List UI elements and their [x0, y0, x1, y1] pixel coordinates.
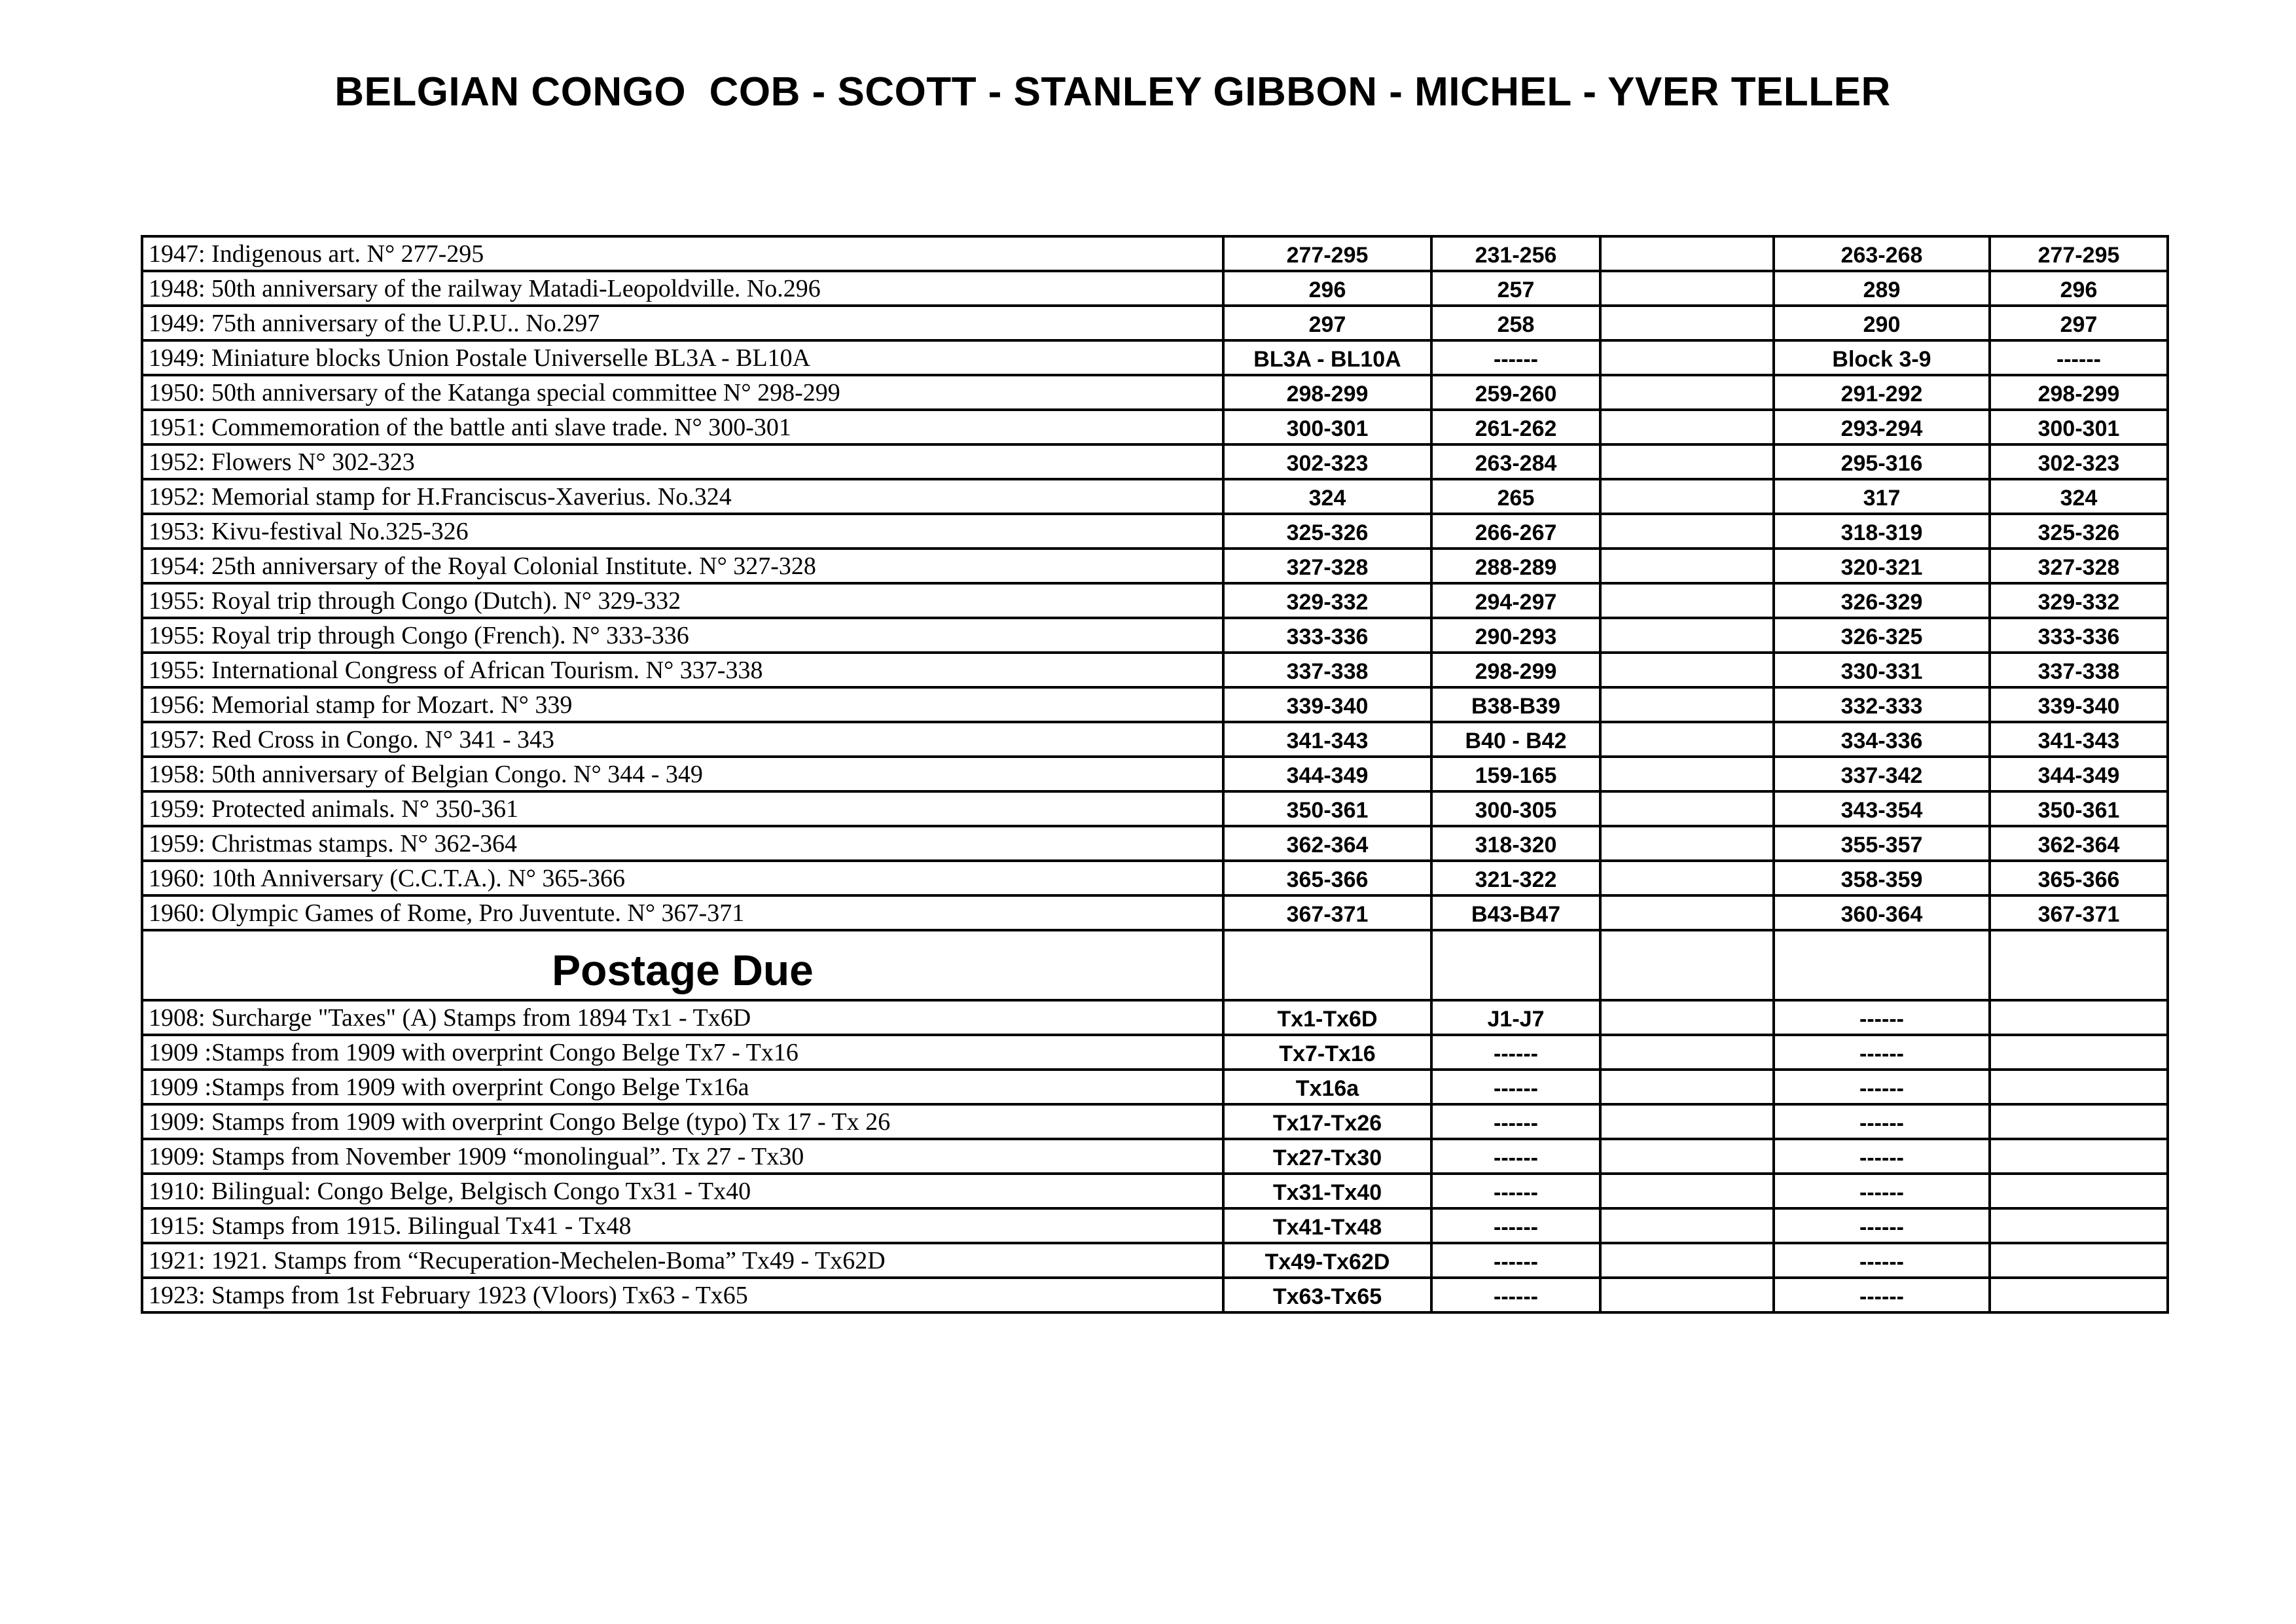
- table-row: [142, 1139, 2168, 1174]
- issue-description: 1909: Stamps from November 1909 “monolingual”. Tx 27 - Tx30: [142, 1139, 1223, 1174]
- michel-number: 337-342: [1774, 757, 1990, 791]
- table-row: [142, 236, 2168, 271]
- yvert-number: 302-323: [1990, 444, 2168, 479]
- table-row: [142, 583, 2168, 618]
- issue-description: 1954: 25th anniversary of the Royal Colonial Institute. N° 327-328: [142, 549, 1223, 583]
- issue-description: 1909: Stamps from 1909 with overprint Congo Belge (typo) Tx 17 - Tx 26: [142, 1104, 1223, 1139]
- section-header-row: [142, 930, 2168, 1000]
- michel-number: ------: [1774, 1000, 1990, 1035]
- yvert-number: 298-299: [1990, 375, 2168, 410]
- stanley-gibbon-number: [1600, 1035, 1774, 1070]
- yvert-number: 324: [1990, 479, 2168, 514]
- yvert-number: 344-349: [1990, 757, 2168, 791]
- page-title: BELGIAN CONGO COB - SCOTT - STANLEY GIBBON - MICHEL - YVER TELLER: [334, 69, 1891, 115]
- table-row: [142, 757, 2168, 791]
- issue-description: 1949: 75th anniversary of the U.P.U.. No.297: [142, 306, 1223, 340]
- cob-number: BL3A - BL10A: [1223, 340, 1431, 375]
- michel-number: 320-321: [1774, 549, 1990, 583]
- table-row: [142, 479, 2168, 514]
- michel-number: Block 3-9: [1774, 340, 1990, 375]
- michel-number: 332-333: [1774, 687, 1990, 722]
- michel-number: ------: [1774, 1070, 1990, 1104]
- michel-number: 290: [1774, 306, 1990, 340]
- cob-number: Tx17-Tx26: [1223, 1104, 1431, 1139]
- michel-number: ------: [1774, 1139, 1990, 1174]
- issue-description: 1915: Stamps from 1915. Bilingual Tx41 - Tx48: [142, 1208, 1223, 1243]
- stanley-gibbon-number: [1600, 444, 1774, 479]
- michel-number: 289: [1774, 271, 1990, 306]
- issue-description: 1959: Christmas stamps. N° 362-364: [142, 826, 1223, 861]
- stanley-gibbon-number: [1600, 410, 1774, 444]
- scott-number: 290-293: [1431, 618, 1600, 653]
- stanley-gibbon-number: [1600, 1104, 1774, 1139]
- stanley-gibbon-number: [1600, 791, 1774, 826]
- yvert-number: [1990, 1035, 2168, 1070]
- stanley-gibbon-number: [1600, 1000, 1774, 1035]
- cob-number: Tx49-Tx62D: [1223, 1243, 1431, 1278]
- yvert-number: [1990, 1104, 2168, 1139]
- cob-number: 329-332: [1223, 583, 1431, 618]
- scott-number: ------: [1431, 1174, 1600, 1208]
- issue-description: 1960: Olympic Games of Rome, Pro Juventute. N° 367-371: [142, 895, 1223, 930]
- stanley-gibbon-number: [1600, 583, 1774, 618]
- table-row: [142, 1035, 2168, 1070]
- stanley-gibbon-number: [1600, 687, 1774, 722]
- scott-number: ------: [1431, 1243, 1600, 1278]
- yvert-number: [1990, 1174, 2168, 1208]
- table-row: [142, 549, 2168, 583]
- empty-cell: [1431, 930, 1600, 1000]
- issue-description: 1923: Stamps from 1st February 1923 (Vloors) Tx63 - Tx65: [142, 1278, 1223, 1312]
- table-row: [142, 653, 2168, 687]
- yvert-number: [1990, 1139, 2168, 1174]
- scott-number: 263-284: [1431, 444, 1600, 479]
- table-row: [142, 271, 2168, 306]
- michel-number: 334-336: [1774, 722, 1990, 757]
- scott-number: 266-267: [1431, 514, 1600, 549]
- cob-number: 333-336: [1223, 618, 1431, 653]
- empty-cell: [1990, 930, 2168, 1000]
- issue-description: 1953: Kivu-festival No.325-326: [142, 514, 1223, 549]
- michel-number: 326-325: [1774, 618, 1990, 653]
- yvert-number: 350-361: [1990, 791, 2168, 826]
- cob-number: 277-295: [1223, 236, 1431, 271]
- stanley-gibbon-number: [1600, 306, 1774, 340]
- scott-number: ------: [1431, 340, 1600, 375]
- michel-number: 293-294: [1774, 410, 1990, 444]
- table-row: [142, 895, 2168, 930]
- cob-number: 339-340: [1223, 687, 1431, 722]
- cob-number: 362-364: [1223, 826, 1431, 861]
- yvert-number: [1990, 1070, 2168, 1104]
- stanley-gibbon-number: [1600, 271, 1774, 306]
- cob-number: Tx16a: [1223, 1070, 1431, 1104]
- michel-number: 330-331: [1774, 653, 1990, 687]
- issue-description: 1960: 10th Anniversary (C.C.T.A.). N° 365-366: [142, 861, 1223, 895]
- michel-number: 355-357: [1774, 826, 1990, 861]
- scott-number: 298-299: [1431, 653, 1600, 687]
- scott-number: 300-305: [1431, 791, 1600, 826]
- yvert-number: 296: [1990, 271, 2168, 306]
- issue-description: 1948: 50th anniversary of the railway Matadi-Leopoldville. No.296: [142, 271, 1223, 306]
- yvert-number: 339-340: [1990, 687, 2168, 722]
- scott-number: 261-262: [1431, 410, 1600, 444]
- table-row: [142, 1208, 2168, 1243]
- stanley-gibbon-number: [1600, 1208, 1774, 1243]
- scott-number: 321-322: [1431, 861, 1600, 895]
- issue-description: 1909 :Stamps from 1909 with overprint Congo Belge Tx16a: [142, 1070, 1223, 1104]
- table-row: [142, 410, 2168, 444]
- empty-cell: [1600, 930, 1774, 1000]
- michel-number: 326-329: [1774, 583, 1990, 618]
- scott-number: ------: [1431, 1104, 1600, 1139]
- yvert-number: 297: [1990, 306, 2168, 340]
- stanley-gibbon-number: [1600, 514, 1774, 549]
- stanley-gibbon-number: [1600, 722, 1774, 757]
- michel-number: 317: [1774, 479, 1990, 514]
- stanley-gibbon-number: [1600, 1070, 1774, 1104]
- table-row: [142, 1174, 2168, 1208]
- table-row: [142, 618, 2168, 653]
- issue-description: 1959: Protected animals. N° 350-361: [142, 791, 1223, 826]
- cob-number: 300-301: [1223, 410, 1431, 444]
- scott-number: 159-165: [1431, 757, 1600, 791]
- scott-number: 257: [1431, 271, 1600, 306]
- stanley-gibbon-number: [1600, 340, 1774, 375]
- stanley-gibbon-number: [1600, 1243, 1774, 1278]
- table-row: [142, 791, 2168, 826]
- yvert-number: 365-366: [1990, 861, 2168, 895]
- issue-description: 1921: 1921. Stamps from “Recuperation-Mechelen-Boma” Tx49 - Tx62D: [142, 1243, 1223, 1278]
- scott-number: 259-260: [1431, 375, 1600, 410]
- michel-number: ------: [1774, 1208, 1990, 1243]
- cob-number: 367-371: [1223, 895, 1431, 930]
- scott-number: 265: [1431, 479, 1600, 514]
- cob-number: Tx63-Tx65: [1223, 1278, 1431, 1312]
- cob-number: Tx1-Tx6D: [1223, 1000, 1431, 1035]
- issue-description: 1908: Surcharge "Taxes" (A) Stamps from 1894 Tx1 - Tx6D: [142, 1000, 1223, 1035]
- issue-description: 1951: Commemoration of the battle anti slave trade. N° 300-301: [142, 410, 1223, 444]
- yvert-number: 341-343: [1990, 722, 2168, 757]
- stanley-gibbon-number: [1600, 1174, 1774, 1208]
- table-row: [142, 1278, 2168, 1312]
- issue-description: 1950: 50th anniversary of the Katanga special committee N° 298-299: [142, 375, 1223, 410]
- yvert-number: 337-338: [1990, 653, 2168, 687]
- scott-number: 231-256: [1431, 236, 1600, 271]
- stanley-gibbon-number: [1600, 549, 1774, 583]
- yvert-number: 329-332: [1990, 583, 2168, 618]
- cob-number: 296: [1223, 271, 1431, 306]
- michel-number: ------: [1774, 1104, 1990, 1139]
- cob-number: 350-361: [1223, 791, 1431, 826]
- empty-cell: [1774, 930, 1990, 1000]
- scott-number: 288-289: [1431, 549, 1600, 583]
- scott-number: ------: [1431, 1278, 1600, 1312]
- postage-due-header: [142, 930, 2168, 1000]
- issue-description: 1955: Royal trip through Congo (French). N° 333-336: [142, 618, 1223, 653]
- yvert-number: [1990, 1278, 2168, 1312]
- scott-number: B43-B47: [1431, 895, 1600, 930]
- cob-number: 298-299: [1223, 375, 1431, 410]
- postage-due-section: [142, 1000, 2168, 1312]
- stanley-gibbon-number: [1600, 895, 1774, 930]
- cob-number: 324: [1223, 479, 1431, 514]
- michel-number: ------: [1774, 1035, 1990, 1070]
- yvert-number: [1990, 1000, 2168, 1035]
- table-row: [142, 826, 2168, 861]
- scott-number: ------: [1431, 1035, 1600, 1070]
- yvert-number: [1990, 1208, 2168, 1243]
- scott-number: B38-B39: [1431, 687, 1600, 722]
- main-issues-section: [142, 236, 2168, 930]
- scott-number: 318-320: [1431, 826, 1600, 861]
- issue-description: 1949: Miniature blocks Union Postale Universelle BL3A - BL10A: [142, 340, 1223, 375]
- michel-number: 318-319: [1774, 514, 1990, 549]
- michel-number: ------: [1774, 1174, 1990, 1208]
- michel-number: ------: [1774, 1278, 1990, 1312]
- yvert-number: 333-336: [1990, 618, 2168, 653]
- yvert-number: 362-364: [1990, 826, 2168, 861]
- stanley-gibbon-number: [1600, 653, 1774, 687]
- stanley-gibbon-number: [1600, 479, 1774, 514]
- table-row: [142, 1243, 2168, 1278]
- scott-number: J1-J7: [1431, 1000, 1600, 1035]
- stanley-gibbon-number: [1600, 861, 1774, 895]
- cob-number: Tx27-Tx30: [1223, 1139, 1431, 1174]
- table-row: [142, 514, 2168, 549]
- scott-number: ------: [1431, 1139, 1600, 1174]
- yvert-number: 325-326: [1990, 514, 2168, 549]
- table-row: [142, 1000, 2168, 1035]
- yvert-number: 277-295: [1990, 236, 2168, 271]
- issue-description: 1952: Flowers N° 302-323: [142, 444, 1223, 479]
- issue-description: 1910: Bilingual: Congo Belge, Belgisch Congo Tx31 - Tx40: [142, 1174, 1223, 1208]
- cob-number: Tx41-Tx48: [1223, 1208, 1431, 1243]
- cob-number: 302-323: [1223, 444, 1431, 479]
- empty-cell: [1223, 930, 1431, 1000]
- table-row: [142, 687, 2168, 722]
- issue-description: 1952: Memorial stamp for H.Franciscus-Xaverius. No.324: [142, 479, 1223, 514]
- cob-number: 337-338: [1223, 653, 1431, 687]
- table-row: [142, 1070, 2168, 1104]
- table-row: [142, 306, 2168, 340]
- table-row: [142, 375, 2168, 410]
- michel-number: 360-364: [1774, 895, 1990, 930]
- table-row: [142, 340, 2168, 375]
- stanley-gibbon-number: [1600, 375, 1774, 410]
- catalog-table: [141, 235, 2169, 1314]
- stanley-gibbon-number: [1600, 236, 1774, 271]
- michel-number: ------: [1774, 1243, 1990, 1278]
- yvert-number: [1990, 1243, 2168, 1278]
- scott-number: ------: [1431, 1208, 1600, 1243]
- stanley-gibbon-number: [1600, 618, 1774, 653]
- table-row: [142, 861, 2168, 895]
- cob-number: Tx7-Tx16: [1223, 1035, 1431, 1070]
- cob-number: 341-343: [1223, 722, 1431, 757]
- issue-description: 1955: Royal trip through Congo (Dutch). N° 329-332: [142, 583, 1223, 618]
- cob-number: 365-366: [1223, 861, 1431, 895]
- stanley-gibbon-number: [1600, 1278, 1774, 1312]
- stanley-gibbon-number: [1600, 1139, 1774, 1174]
- table-row: [142, 1104, 2168, 1139]
- issue-description: 1955: International Congress of African Tourism. N° 337-338: [142, 653, 1223, 687]
- michel-number: 291-292: [1774, 375, 1990, 410]
- stanley-gibbon-number: [1600, 757, 1774, 791]
- section-title: Postage Due: [142, 930, 1223, 1000]
- scott-number: 294-297: [1431, 583, 1600, 618]
- issue-description: 1947: Indigenous art. N° 277-295: [142, 236, 1223, 271]
- yvert-number: ------: [1990, 340, 2168, 375]
- scott-number: ------: [1431, 1070, 1600, 1104]
- table-row: [142, 722, 2168, 757]
- michel-number: 295-316: [1774, 444, 1990, 479]
- yvert-number: 300-301: [1990, 410, 2168, 444]
- yvert-number: 327-328: [1990, 549, 2168, 583]
- issue-description: 1958: 50th anniversary of Belgian Congo. N° 344 - 349: [142, 757, 1223, 791]
- issue-description: 1909 :Stamps from 1909 with overprint Congo Belge Tx7 - Tx16: [142, 1035, 1223, 1070]
- michel-number: 358-359: [1774, 861, 1990, 895]
- michel-number: 343-354: [1774, 791, 1990, 826]
- scott-number: B40 - B42: [1431, 722, 1600, 757]
- cob-number: 344-349: [1223, 757, 1431, 791]
- issue-description: 1957: Red Cross in Congo. N° 341 - 343: [142, 722, 1223, 757]
- issue-description: 1956: Memorial stamp for Mozart. N° 339: [142, 687, 1223, 722]
- cob-number: 325-326: [1223, 514, 1431, 549]
- table-row: [142, 444, 2168, 479]
- cob-number: Tx31-Tx40: [1223, 1174, 1431, 1208]
- cob-number: 297: [1223, 306, 1431, 340]
- stanley-gibbon-number: [1600, 826, 1774, 861]
- cob-number: 327-328: [1223, 549, 1431, 583]
- yvert-number: 367-371: [1990, 895, 2168, 930]
- scott-number: 258: [1431, 306, 1600, 340]
- michel-number: 263-268: [1774, 236, 1990, 271]
